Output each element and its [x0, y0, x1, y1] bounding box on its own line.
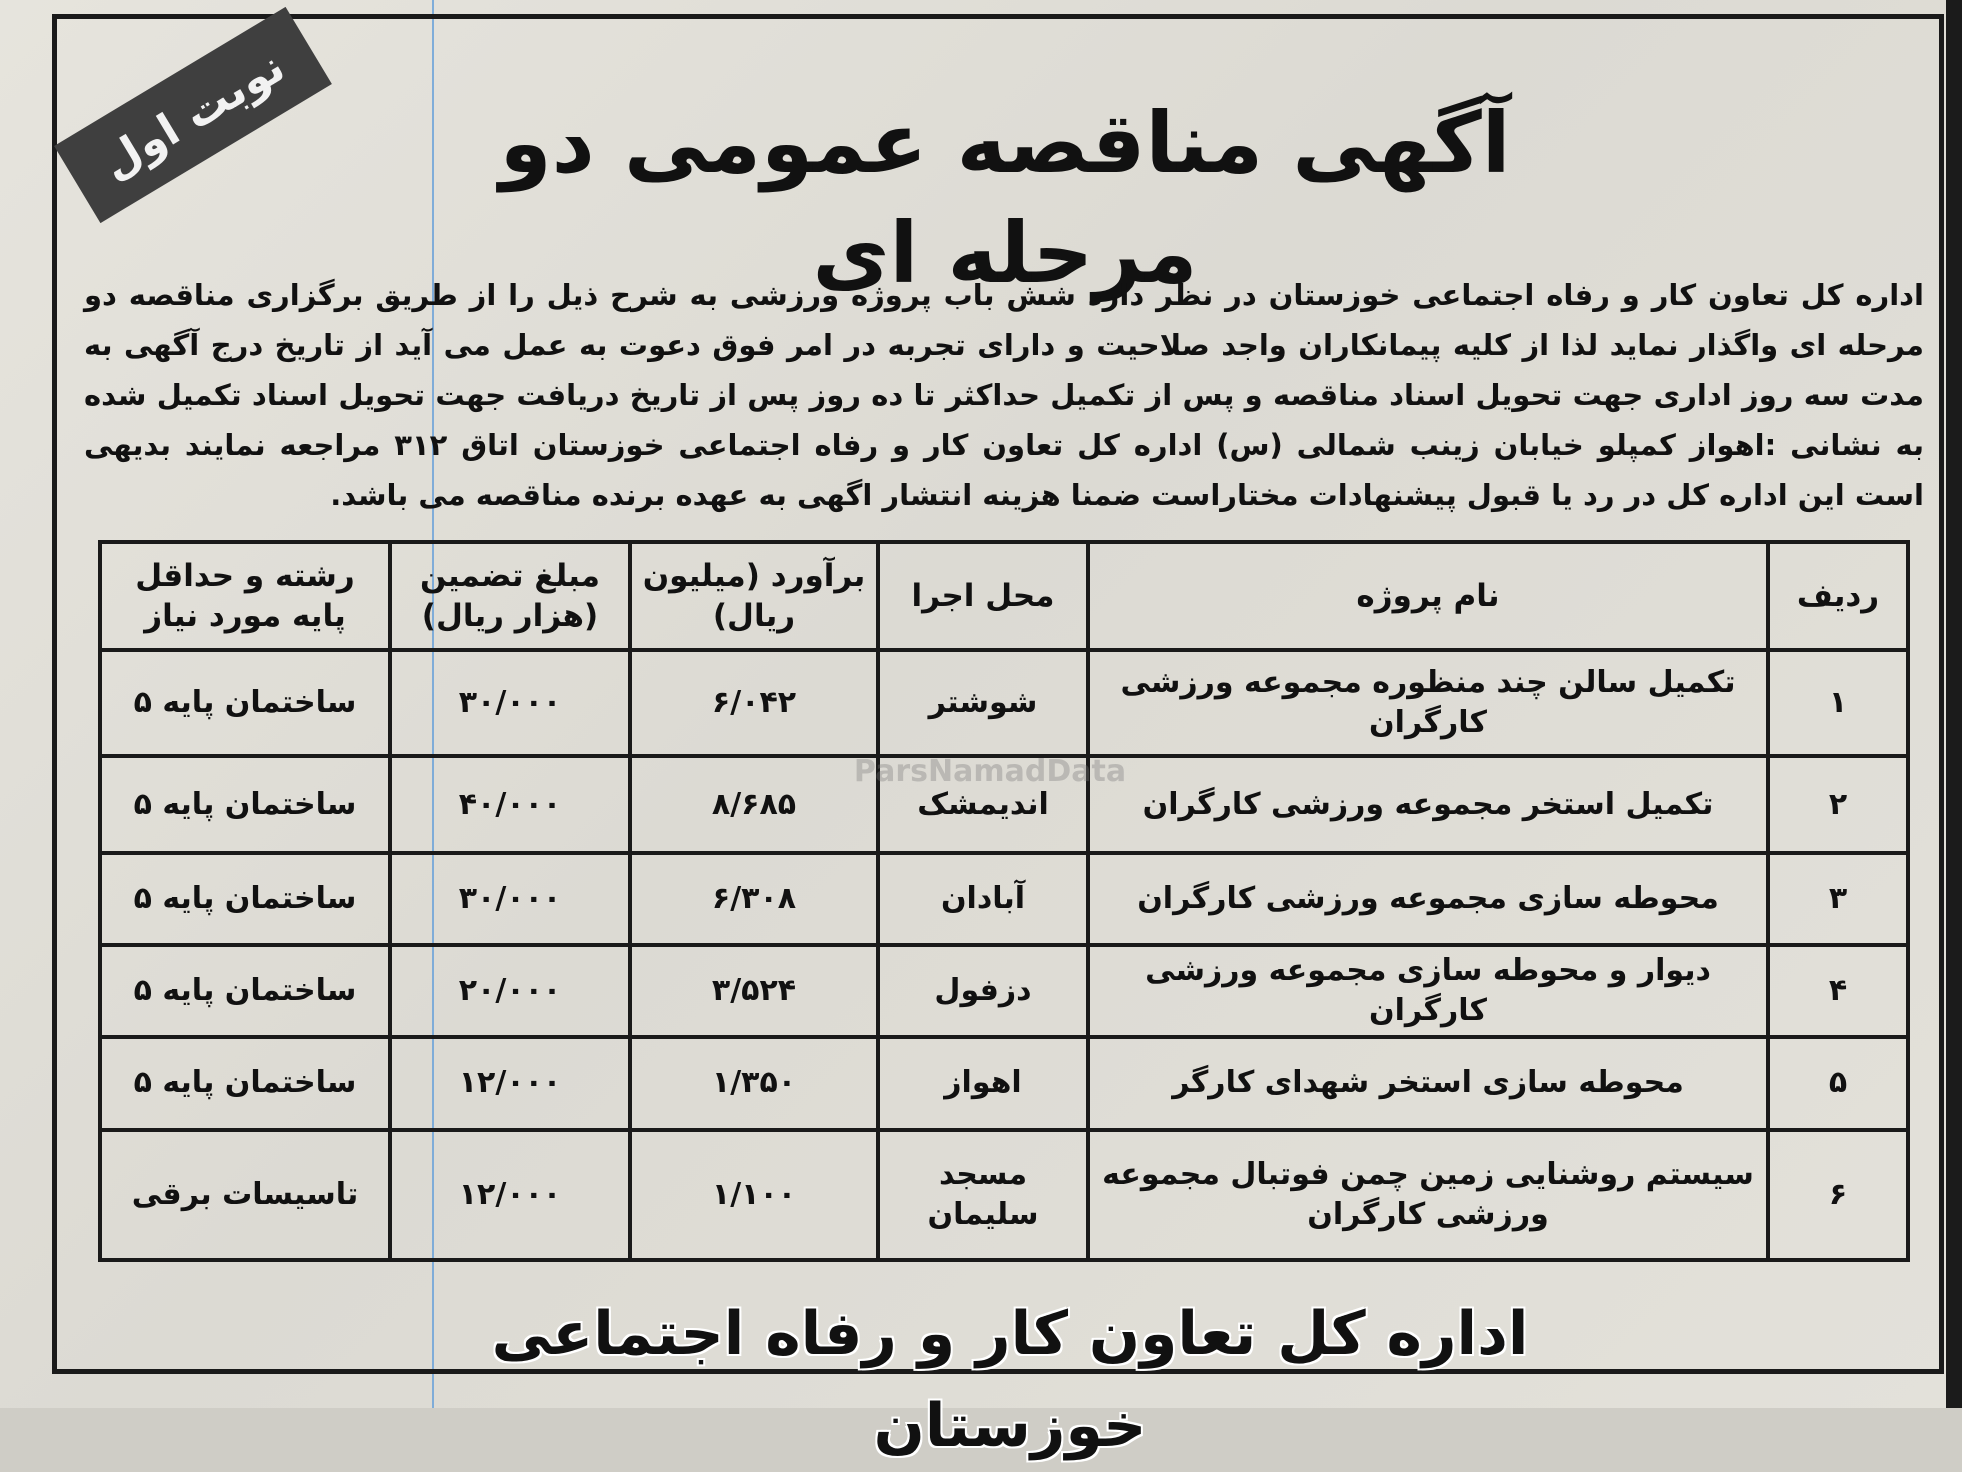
project-field: ساختمان پایه ۵ [100, 1037, 390, 1129]
project-name: محوطه سازی استخر شهدای کارگر [1088, 1037, 1768, 1129]
project-location: مسجد سلیمان [878, 1130, 1088, 1260]
project-location: آبادان [878, 853, 1088, 945]
row-number: ۳ [1768, 853, 1908, 945]
project-estimate: ۱/۳۵۰ [630, 1037, 878, 1129]
watermark: ParsNamadData [853, 754, 1127, 789]
page-title: آگهی مناقصه عمومی دو مرحله ای [499, 94, 1511, 302]
project-field: تاسیسات برقی [100, 1130, 390, 1260]
project-guarantee: ۱۲/۰۰۰ [390, 1037, 630, 1129]
project-name: دیوار و محوطه سازی مجموعه ورزشی کارگران [1088, 945, 1768, 1037]
round-badge: نوبت اول [54, 7, 332, 223]
table-row [100, 650, 1908, 756]
table-header-row [100, 542, 1908, 650]
project-estimate: ۶/۰۴۲ [630, 650, 878, 756]
project-guarantee: ۳۰/۰۰۰ [390, 853, 630, 945]
project-guarantee: ۱۲/۰۰۰ [390, 1130, 630, 1260]
row-number: ۲ [1768, 756, 1908, 852]
header-row-number: ردیف [1768, 542, 1908, 650]
project-name: محوطه سازی مجموعه ورزشی کارگران [1088, 853, 1768, 945]
project-field: ساختمان پایه ۵ [100, 650, 390, 756]
project-location: دزفول [878, 945, 1088, 1037]
table-row [100, 853, 1908, 945]
project-field: ساختمان پایه ۵ [100, 756, 390, 852]
project-location: شوشتر [878, 650, 1088, 756]
table-row [100, 1130, 1908, 1260]
table-row [100, 1037, 1908, 1129]
projects-table [98, 540, 1910, 1262]
project-estimate: ۱/۱۰۰ [630, 1130, 878, 1260]
header-location: محل اجرا [878, 542, 1088, 650]
row-number: ۱ [1768, 650, 1908, 756]
project-estimate: ۶/۳۰۸ [630, 853, 878, 945]
intro-paragraph: اداره کل تعاون کار و رفاه اجتماعی خوزستان در نظر دارد شش باب پروژه ورزشی به شرح ذیل را از طریق برگزاری مناقصه دو مرحله ای واگذار نماید لذا از کلیه پیمانکاران واجد صلاحیت و دارای تجربه در امر فوق دعوت به عمل می آید از تاریخ درج آگهی به مدت سه روز اداری جهت تحویل اسناد مناقصه و پس از تکمیل حداکثر تا ده روز پس از تاریخ دریافت جهت تحویل اسناد تکمیل شده به نشانی :اهواز کمپلو خیابان زینب شمالی (س) اداره کل تعاون کار و رفاه اجتماعی خوزستان اتاق ۳۱۲ مراجعه نمایند بدیهی است این اداره کل در رد یا قبول پیشنهادات مختاراست ضمنا هزینه انتشار اگهی به عهده برنده مناقصه می باشد. [84, 278, 1924, 512]
project-estimate: ۸/۶۸۵ [630, 756, 878, 852]
project-guarantee: ۳۰/۰۰۰ [390, 650, 630, 756]
project-guarantee: ۴۰/۰۰۰ [390, 756, 630, 852]
header-field: رشته و حداقل پایه مورد نیاز [100, 542, 390, 650]
project-name: سیستم روشنایی زمین چمن فوتبال مجموعه ورزشی کارگران [1088, 1130, 1768, 1260]
project-guarantee: ۲۰/۰۰۰ [390, 945, 630, 1037]
project-field: ساختمان پایه ۵ [100, 945, 390, 1037]
project-field: ساختمان پایه ۵ [100, 853, 390, 945]
issuer-name: اداره کل تعاون کار و رفاه اجتماعی خوزستان [491, 1299, 1529, 1461]
header-project-name: نام پروژه [1088, 542, 1768, 650]
header-estimate: برآورد (میلیون ریال) [630, 542, 878, 650]
table-row [100, 945, 1908, 1037]
project-location: اندیمشک [878, 756, 1088, 852]
header-guarantee: مبلغ تضمین (هزار ریال) [390, 542, 630, 650]
row-number: ۵ [1768, 1037, 1908, 1129]
row-number: ۶ [1768, 1130, 1908, 1260]
project-name: تکمیل استخر مجموعه ورزشی کارگران [1088, 756, 1768, 852]
scan-edge [1946, 0, 1962, 1408]
project-estimate: ۳/۵۲۴ [630, 945, 878, 1037]
project-location: اهواز [878, 1037, 1088, 1129]
row-number: ۴ [1768, 945, 1908, 1037]
project-name: تکمیل سالن چند منظوره مجموعه ورزشی کارگران [1088, 650, 1768, 756]
